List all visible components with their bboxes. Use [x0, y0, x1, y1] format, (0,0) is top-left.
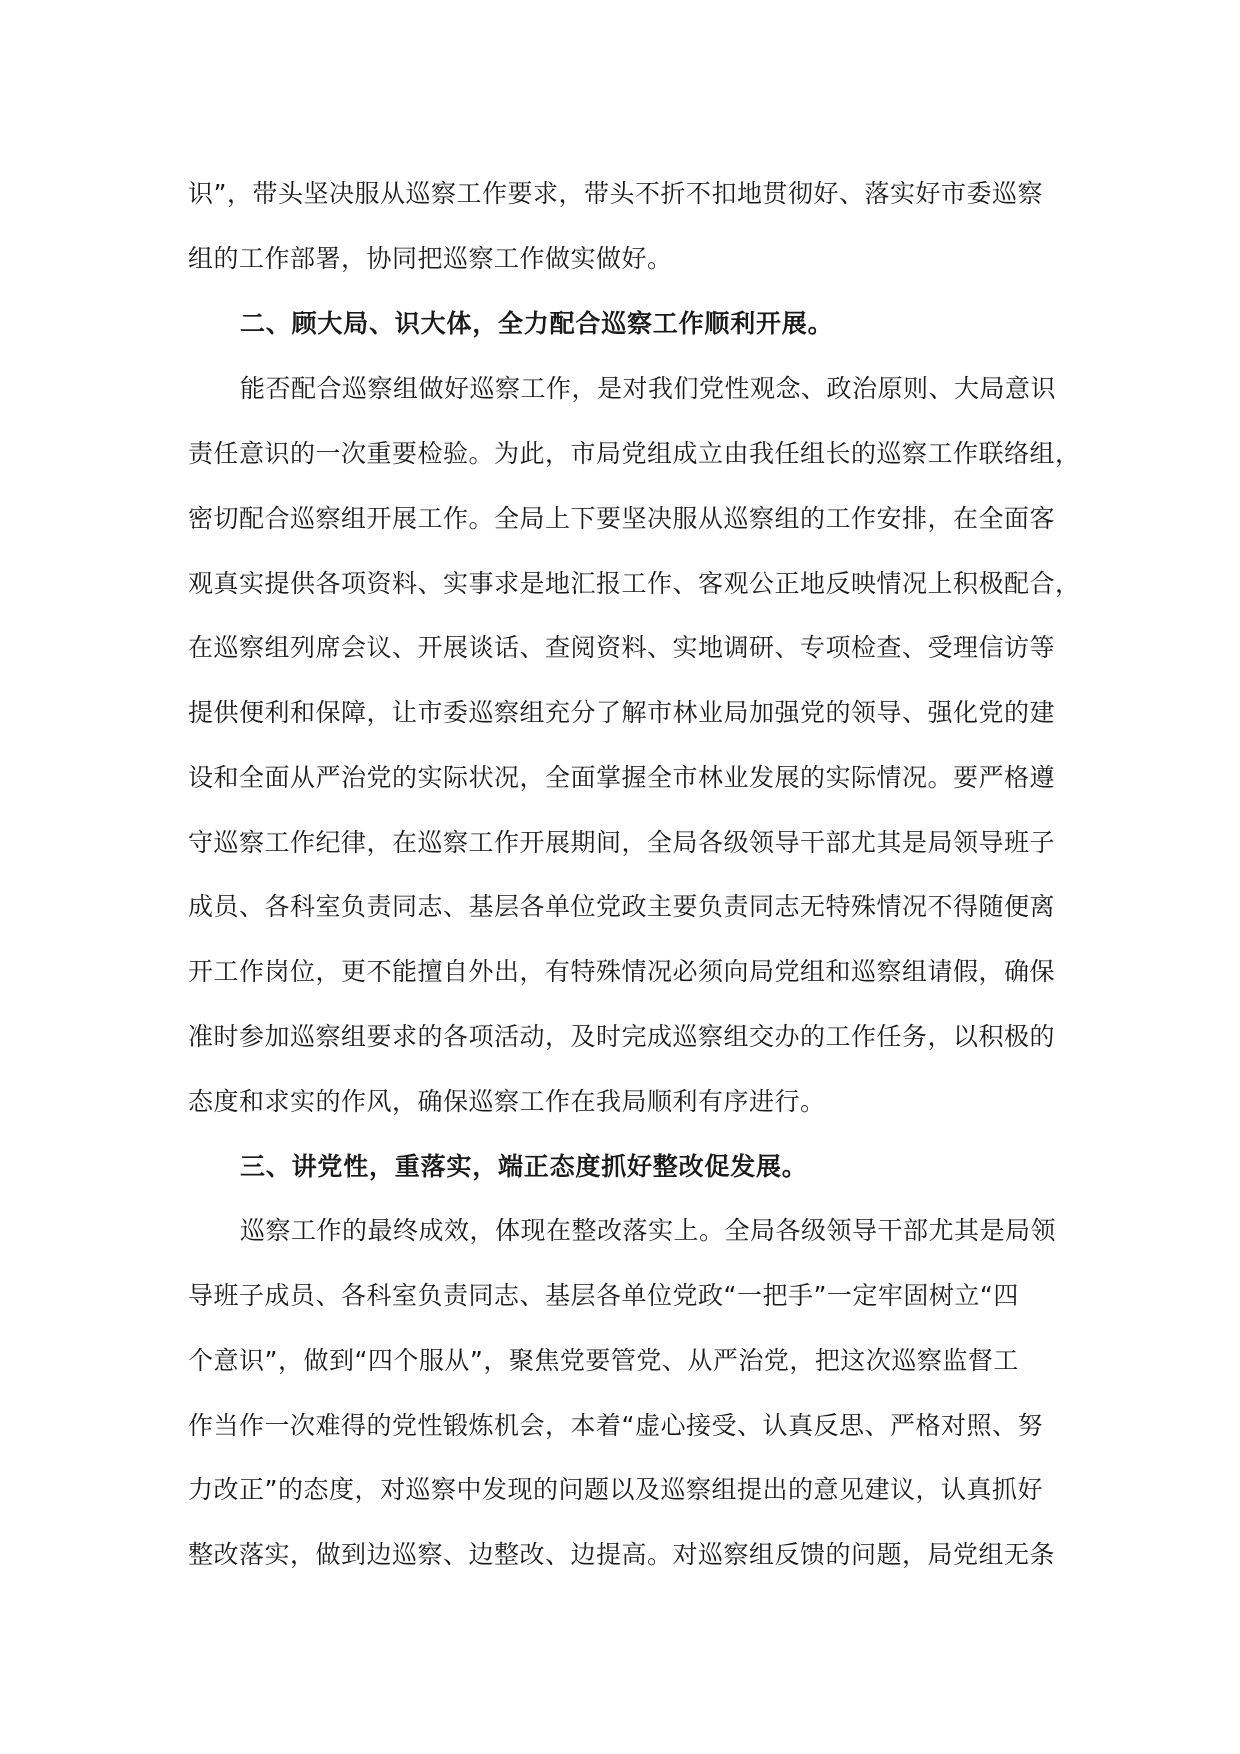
paragraph-line — [188, 1600, 1078, 1640]
paragraph-line: 责任意识的一次重要检验。为此，市局党组成立由我任组长的巡察工作联络组， — [188, 439, 1081, 468]
paragraph-line: 组的工作部署，协同把巡察工作做实做好。 — [188, 244, 673, 273]
paragraph-line: 准时参加巡察组要求的各项活动，及时完成巡察组交办的工作任务，以积极的 — [188, 1022, 1056, 1051]
paragraph-line: 个意识”，做到“四个服从”，聚焦党要管党、从严治党，把这次巡察监督工 — [188, 1346, 1019, 1375]
paragraph-line: 守巡察工作纪律，在巡察工作开展期间，全局各级领导干部尤其是局领导班子 — [188, 828, 1056, 857]
paragraph-line: 提供便利和保障，让市委巡察组充分了解市林业局加强党的领导、强化党的建 — [188, 698, 1056, 727]
paragraph-line: 整改落实，做到边巡察、边整改、边提高。对巡察组反馈的问题，局党组无条 — [188, 1540, 1056, 1569]
paragraph-line: 态度和求实的作风，确保巡察工作在我局顺利有序进行。 — [188, 1087, 826, 1116]
paragraph-line: 导班子成员、各科室负责同志、基层各单位党政“一把手”一定牢固树立“四 — [188, 1281, 1019, 1310]
section-heading-2: 二、顾大局、识大体，全力配合巡察工作顺利开展。 — [240, 309, 834, 338]
paragraph-line: 识”，带头坚决服从巡察工作要求，带头不折不扣地贯彻好、落实好市委巡察 — [188, 179, 1043, 208]
paragraph-line: 开工作岗位，更不能擅自外出，有特殊情况必须向局党组和巡察组请假，确保 — [188, 957, 1056, 986]
paragraph-line: 成员、各科室负责同志、基层各单位党政主要负责同志无特殊情况不得随便离 — [188, 892, 1056, 921]
paragraph-line: 能否配合巡察组做好巡察工作，是对我们党性观念、政治原则、大局意识 — [240, 374, 1057, 403]
paragraph-line: 密切配合巡察组开展工作。全局上下要坚决服从巡察组的工作安排，在全面客 — [188, 504, 1056, 533]
paragraph-line: 作当作一次难得的党性锻炼机会，本着“虚心接受、认真反思、严格对照、努 — [188, 1411, 1043, 1440]
paragraph-line: 设和全面从严治党的实际状况，全面掌握全市林业发展的实际情况。要严格遵 — [188, 763, 1056, 792]
paragraph-line: 观真实提供各项资料、实事求是地汇报工作、客观公正地反映情况上积极配合， — [188, 569, 1081, 598]
paragraph-line: 在巡察组列席会议、开展谈话、查阅资料、实地调研、专项检查、受理信访等 — [188, 633, 1056, 662]
paragraph-line: 力改正”的态度，对巡察中发现的问题以及巡察组提出的意见建议，认真抓好 — [188, 1475, 1043, 1504]
section-heading-3: 三、讲党性，重落实，端正态度抓好整改促发展。 — [240, 1152, 808, 1181]
paragraph-line: 巡察工作的最终成效，体现在整改落实上。全局各级领导干部尤其是局领 — [240, 1216, 1057, 1245]
